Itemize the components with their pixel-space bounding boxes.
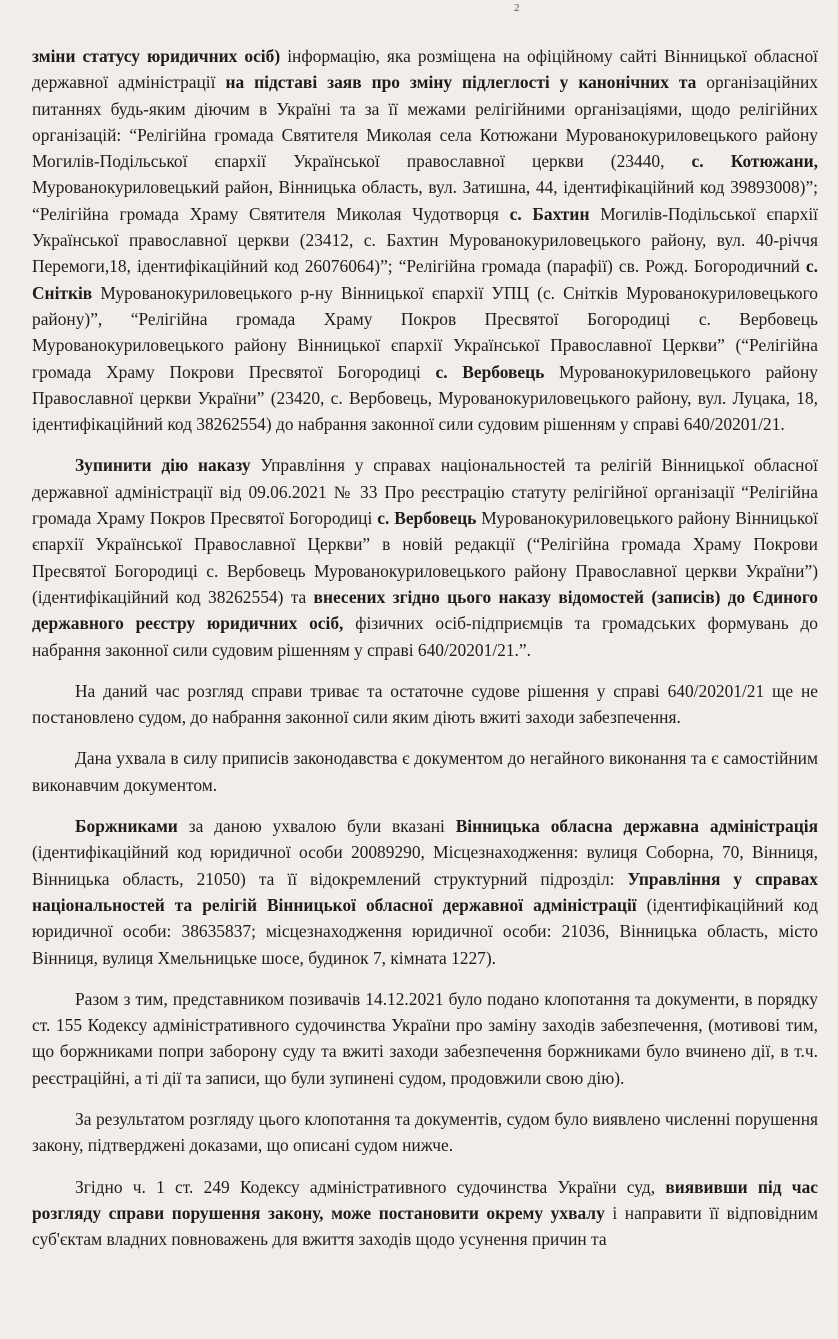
text-segment: організаційних питаннях будь-яким діючим в Україні та за її межами релігійними організаціями, щодо релігійних організацій: “Релігійна громада Святителя Миколая села Котюжани Мурованокуриловецького району Могилів-Подільської єпархії Української православної церкви (23440, xyxy=(32,72,818,172)
text-segment: за даною ухвалою були вказані xyxy=(177,816,456,837)
bold-text: с. Снітків xyxy=(32,256,818,303)
text-segment: (ідентифікаційний код юридичної особи: 38635837; місцезнаходження юридичної особи: 21036, Вінницька область, місто Вінниця, вулиця Хмельницьке шосе, будинок 7, кімната 1227). xyxy=(32,894,818,968)
text-segment: На даний час розгляд справи триває та остаточне судове рішення у справі 640/20201/21 ще не постановлено судом, до набрання законної сили яким діють вжиті заходи забезпечення. xyxy=(32,680,818,728)
text-segment: Мурованокуриловецького р-ну Вінницької єпархії УПЦ (с. Снітків Мурованокуриловецького району)”, “Релігійна громада Храму Покров Пресвятої Богородиці с. Вербовець Мурованокуриловецького району Вінницької єпархії Української Православної Церкви” (“Релігійна громада Храму Покрови Пресвятої Богородиці xyxy=(32,282,818,382)
page-number: 2 xyxy=(514,2,520,14)
bold-text: Вінницька обласна державна адміністрація xyxy=(455,816,818,837)
document-body xyxy=(32,43,818,1252)
bold-text: внесених згідно цього наказу відомостей (записів) до Єдиного державного реєстру юридичних осіб, xyxy=(32,586,818,634)
text-segment: фізичних осіб-підприємців та громадських формувань до набрання законної сили судовим рішенням у справі 640/20201/21.”. xyxy=(32,613,818,660)
text-segment: За результатом розгляду цього клопотання та документів, судом було виявлено численні порушення закону, підтверджені доказами, що описані судом нижче. xyxy=(32,1108,818,1156)
bold-text: на підставі заяв про зміну підлеглості у канонічних та xyxy=(225,72,697,93)
text-segment: інформацію, яка розміщена на офіційному сайті Вінницької обласної державної адміністрації xyxy=(32,46,819,93)
text-segment: Дана ухвала в силу приписів законодавства є документом до негайного виконання та є самостійним виконавчим документом. xyxy=(32,748,818,795)
bold-text: виявивши під час розгляду справи порушення закону, може постановити окрему ухвалу xyxy=(32,1176,818,1223)
text-segment: Могилів-Подільської єпархії Української православної церкви (23412, с. Бахтин Мурованокуриловецького району, вул. 40-річчя Перемоги,18, ідентифікаційний код 26076064)”; “Релігійна громада (парафії) св. Рожд. Богородичний xyxy=(32,203,818,277)
bold-text: Зупинити дію наказу xyxy=(75,455,251,476)
paragraph xyxy=(32,986,818,1091)
text-segment: Згідно ч. 1 ст. 249 Кодексу адміністративного судочинства України суд, xyxy=(75,1176,666,1197)
bold-text: с. Котюжани, xyxy=(691,151,818,172)
paragraph xyxy=(32,452,818,662)
paragraph xyxy=(32,745,818,798)
text-segment: Мурованокуриловецького району Православної церкви України” (23420, с. Вербовець, Мурованокуриловецького району, вул. Луцака, 18, ідентифікаційний код 38262554) до набрання законної сили судовим рішенням у справі 640/20201/21. xyxy=(32,361,818,435)
bold-text: с. Вербовець xyxy=(377,508,477,529)
paragraph xyxy=(32,678,818,731)
text-segment: і направити її відповідним суб'єктам владних повноважень для вжиття заходів щодо усунення причин та xyxy=(32,1202,818,1250)
bold-text: с. Бахтин xyxy=(509,203,590,224)
paragraph xyxy=(32,1106,818,1159)
paragraph xyxy=(32,43,818,437)
paragraph xyxy=(32,1174,818,1253)
text-segment: Разом з тим, представником позивачів 14.12.2021 було подано клопотання та документи, в порядку ст. 155 Кодексу адміністративного судочинства України про заміну заходів забезпечення, (мотивові тим, що боржниками попри заборону суду та вжиті заходи забезпечення боржниками було вчинено дії, в т.ч. реєстраційні, а ті дії та записи, що були зупинені судом, продовжили свою дію). xyxy=(32,988,818,1088)
text-segment: Управління у справах національностей та релігій Вінницької обласної державної адміністрації від 09.06.2021 № 33 Про реєстрацію статуту релігійної організації “Релігійна громада Храму Покров Пресвятої Богородиці xyxy=(32,455,818,529)
bold-text: с. Вербовець xyxy=(435,361,545,382)
bold-text: Боржниками xyxy=(75,816,178,837)
text-segment: Мурованокуриловецького району Вінницької єпархії Української Православної Церкви” в новій редакції (“Релігійна громада Храму Покрови Пресвятої Богородиці с. Вербовець Мурованокуриловецького району Православної церкви України”) (ідентифікаційний код 38262554) та xyxy=(32,508,818,607)
bold-text: Управління у справах національностей та релігій Вінницької обласної державної адміністрації xyxy=(32,868,818,915)
text-segment: Мурованокуриловецький район, Вінницька область, вул. Затишна, 44, ідентифікаційний код 39893008)”; “Релігійна громада Храму Святителя Миколая Чудотворця xyxy=(32,177,818,224)
bold-text: зміни статусу юридичних осіб) xyxy=(32,46,281,66)
paragraph xyxy=(32,813,818,971)
text-segment: (ідентифікаційний код юридичної особи 20089290, Місцезнаходження: вулиця Соборна, 70, Вінниця, Вінницька область, 21050) та її відокремлений структурний підрозділ: xyxy=(32,842,818,889)
